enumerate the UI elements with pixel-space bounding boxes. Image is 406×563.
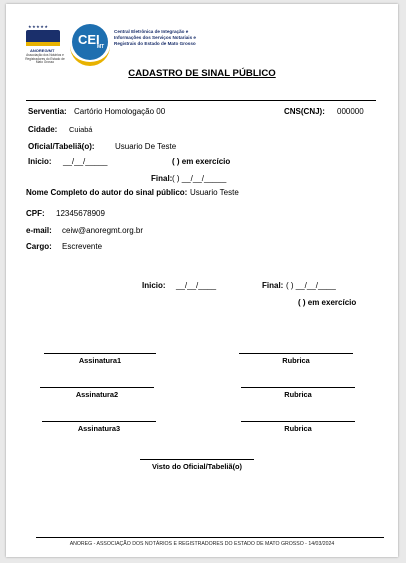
email-value: ceiw@anoregmt.org.br: [62, 226, 144, 235]
inicio-label: Inicio:: [28, 157, 52, 166]
signature-line: [44, 353, 156, 354]
cargo-value: Escrevente: [62, 242, 103, 251]
cidade-label: Cidade:: [28, 125, 58, 134]
footer-text: ANOREG - ASSOCIAÇÃO DOS NOTÁRIOS E REGISTRADORES DO ESTADO DE MATO GROSSO - 14/03/2024: [69, 541, 335, 547]
cpf-label: CPF:: [26, 209, 45, 218]
oficial-value: Usuario De Teste: [115, 142, 177, 151]
rubrica-line: [241, 387, 355, 388]
rubrica-line: [239, 353, 353, 354]
rubrica3-label: Rubrica: [284, 424, 312, 433]
cns-label: CNS(CNJ):: [284, 107, 325, 116]
nome-label: Nome Completo do autor do sinal público:: [26, 188, 188, 197]
serventia-value: Cartório Homologação 00: [74, 107, 166, 116]
anoreg-logo: [24, 24, 64, 68]
cei-description: Central Eletrônica de Integração e Informações dos Serviços Notariais e Registrais do Estado de Mato Grosso: [114, 29, 196, 46]
period-em-exercicio-checkbox[interactable]: ( ) em exercício: [298, 298, 357, 307]
rubrica-line: [241, 421, 355, 422]
assinatura2-label: Assinatura2: [75, 390, 119, 399]
header-divider: [26, 100, 376, 101]
cidade-value: Cuiabá: [69, 125, 93, 134]
period-final-label: Final:: [262, 281, 284, 290]
signature-line: [40, 387, 154, 388]
final-value: ( ) __/__/_____: [172, 174, 227, 183]
cpf-value: 12345678909: [56, 209, 105, 218]
period-inicio-value: __/__/____: [176, 281, 217, 290]
anoreg-logo-subtitle: Associação dos Notários e Registradores do Estado de Mato Grosso: [25, 53, 65, 65]
visto-label: Visto do Oficial/Tabeliã(o): [151, 462, 243, 471]
stars-icon: ★★★★★: [28, 24, 49, 29]
cns-value: 000000: [337, 107, 364, 116]
assinatura3-label: Assinatura3: [77, 424, 121, 433]
cargo-label: Cargo:: [26, 242, 52, 251]
assinatura1-label: Assinatura1: [78, 356, 122, 365]
rubrica2-label: Rubrica: [284, 390, 312, 399]
serventia-label: Serventia:: [28, 107, 67, 116]
rubrica1-label: Rubrica: [282, 356, 310, 365]
footer-divider: [36, 537, 384, 538]
final-label: Final:: [151, 174, 173, 183]
signature-line: [42, 421, 156, 422]
nome-value: Usuario Teste: [190, 188, 239, 197]
page-title: CADASTRO DE SINAL PÚBLICO: [128, 68, 276, 79]
cei-logo-name: CEI: [78, 32, 100, 47]
cei-logo-suffix: MT: [97, 44, 105, 50]
anoreg-logo-name: ANOREG/MT: [30, 48, 55, 53]
cei-logo: [72, 24, 110, 62]
inicio-value: __/__/_____: [63, 157, 108, 166]
document-page: [6, 4, 398, 557]
period-final-value: ( ) __/__/____: [286, 281, 336, 290]
period-inicio-label: Inicio:: [142, 281, 166, 290]
visto-line: [140, 459, 254, 460]
em-exercicio-checkbox[interactable]: ( ) em exercício: [172, 157, 231, 166]
email-label: e-mail:: [26, 226, 52, 235]
oficial-label: Oficial/Tabeliã(o):: [28, 142, 95, 151]
